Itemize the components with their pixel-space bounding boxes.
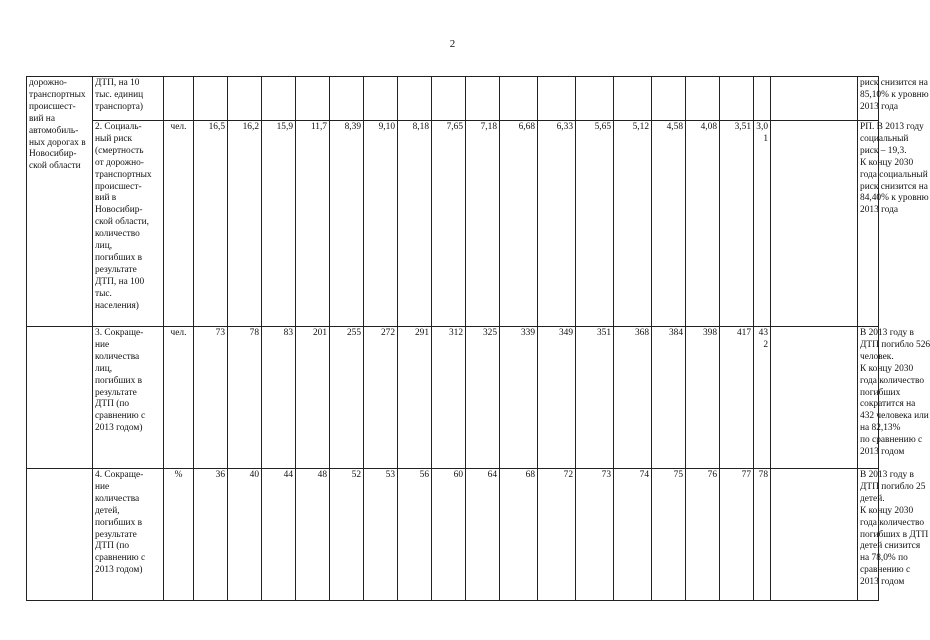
indicator-cell: 2. Социаль- ный риск (смертность от дорожно- транспортных происшест- вий в Новосибир- ской области, количество лиц, погибших в результате ДТП, на 100 тыс. населения) [93, 121, 164, 327]
value-cell: 339 [500, 327, 538, 469]
value-cell: 52 [330, 469, 364, 601]
unit-cell: чел. [164, 121, 194, 327]
value-cell: 77 [720, 469, 754, 601]
value-cell [576, 77, 614, 121]
unit-cell: % [164, 469, 194, 601]
table-row [27, 327, 879, 469]
value-cell [262, 77, 296, 121]
section-label-cell: дорожно- транспортных происшест- вий на автомобиль- ных дорогах в Новосибир- ской области [27, 77, 93, 327]
value-cell [754, 77, 771, 121]
value-cell: 201 [296, 327, 330, 469]
value-cell [771, 469, 858, 601]
value-cell: 72 [538, 469, 576, 601]
note-cell: В 2013 году в ДТП погибло 25 детей. К концу 2030 года количество погибших в ДТП детей снизится на 78,0% по сравнению с 2013 годом [858, 469, 879, 601]
value-cell: 8,39 [330, 121, 364, 327]
value-cell: 432 [754, 327, 771, 469]
value-cell [652, 77, 686, 121]
value-cell: 53 [364, 469, 398, 601]
value-cell: 349 [538, 327, 576, 469]
value-cell: 312 [432, 327, 466, 469]
unit-cell [164, 77, 194, 121]
value-cell: 5,12 [614, 121, 652, 327]
value-cell: 4,08 [686, 121, 720, 327]
value-cell: 6,33 [538, 121, 576, 327]
value-cell: 73 [194, 327, 228, 469]
value-cell [614, 77, 652, 121]
value-cell: 384 [652, 327, 686, 469]
value-cell: 291 [398, 327, 432, 469]
value-cell [771, 327, 858, 469]
value-cell: 255 [330, 327, 364, 469]
value-cell [771, 77, 858, 121]
value-cell: 64 [466, 469, 500, 601]
value-cell: 7,18 [466, 121, 500, 327]
value-cell: 351 [576, 327, 614, 469]
value-cell: 36 [194, 469, 228, 601]
value-cell [330, 77, 364, 121]
value-cell [194, 77, 228, 121]
value-cell: 83 [262, 327, 296, 469]
value-cell [466, 77, 500, 121]
value-cell: 272 [364, 327, 398, 469]
value-cell: 7,65 [432, 121, 466, 327]
table-row [27, 469, 879, 601]
indicators-table [26, 76, 930, 601]
indicator-cell: 3. Сокраще- ние количества лиц, погибших в результате ДТП (по сравнению с 2013 годом) [93, 327, 164, 469]
table-row [27, 121, 879, 327]
value-cell: 5,65 [576, 121, 614, 327]
value-cell: 3,01 [754, 121, 771, 327]
value-cell [432, 77, 466, 121]
value-cell: 6,68 [500, 121, 538, 327]
value-cell: 74 [614, 469, 652, 601]
value-cell: 398 [686, 327, 720, 469]
value-cell: 3,51 [720, 121, 754, 327]
value-cell: 48 [296, 469, 330, 601]
value-cell: 368 [614, 327, 652, 469]
value-cell: 40 [228, 469, 262, 601]
value-cell [771, 121, 858, 327]
page-number: 2 [449, 38, 456, 50]
value-cell: 417 [720, 327, 754, 469]
value-cell: 16,5 [194, 121, 228, 327]
value-cell [364, 77, 398, 121]
value-cell: 60 [432, 469, 466, 601]
value-cell: 16,2 [228, 121, 262, 327]
indicator-cell: ДТП, на 10 тыс. единиц транспорта) [93, 77, 164, 121]
value-cell: 15,9 [262, 121, 296, 327]
value-cell: 4,58 [652, 121, 686, 327]
value-cell: 325 [466, 327, 500, 469]
empty-cell [27, 469, 93, 601]
value-cell [686, 77, 720, 121]
note-cell: В 2013 году в ДТП погибло 526 человек. К концу 2030 года количество погибших сократится на 432 человека или на 82,13% по сравнению с 2013 годом [858, 327, 879, 469]
value-cell: 78 [228, 327, 262, 469]
value-cell: 75 [652, 469, 686, 601]
value-cell: 9,10 [364, 121, 398, 327]
note-cell: РП. В 2013 году социальный риск – 19,3. К концу 2030 года социальный риск снизится на 84,40% к уровню 2013 года [858, 121, 879, 327]
value-cell [500, 77, 538, 121]
value-cell: 68 [500, 469, 538, 601]
value-cell [538, 77, 576, 121]
value-cell: 76 [686, 469, 720, 601]
table-row [27, 77, 879, 121]
value-cell: 8,18 [398, 121, 432, 327]
unit-cell: чел. [164, 327, 194, 469]
value-cell: 56 [398, 469, 432, 601]
value-cell: 73 [576, 469, 614, 601]
value-cell: 78 [754, 469, 771, 601]
value-cell [296, 77, 330, 121]
note-cell: риск снизится на 85,10% к уровню 2013 года [858, 77, 879, 121]
value-cell: 11,7 [296, 121, 330, 327]
indicator-cell: 4. Сокраще- ние количества детей, погибших в результате ДТП (по сравнению с 2013 годом) [93, 469, 164, 601]
value-cell [228, 77, 262, 121]
value-cell [720, 77, 754, 121]
empty-cell [27, 327, 93, 469]
value-cell [398, 77, 432, 121]
value-cell: 44 [262, 469, 296, 601]
